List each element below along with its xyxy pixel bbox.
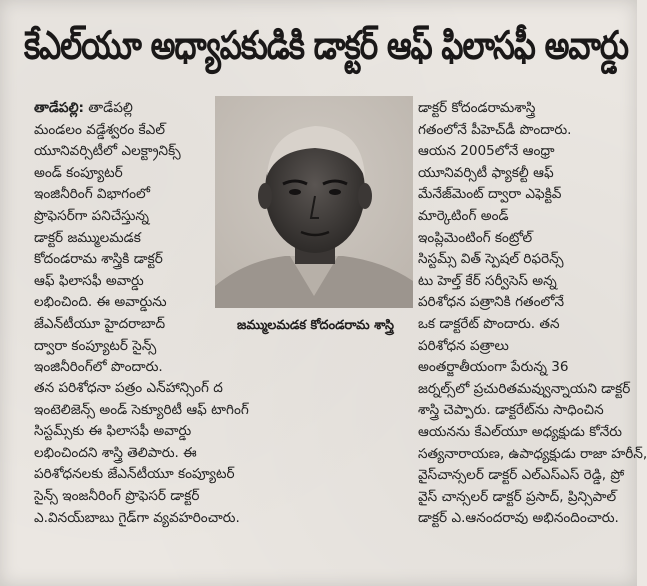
text-line: ఆయనను కేఎల్‌యూ అధ్యక్షుడు కోనేరు xyxy=(418,423,623,440)
text-line xyxy=(34,98,216,120)
text-line: సిస్టమ్స్‌కు ఈ ఫిలాసఫీ అవార్డు xyxy=(34,423,192,440)
text-line: ఇంజినీరింగ్ విభాగంలో xyxy=(34,186,150,203)
dateline: తాడేపల్లి: xyxy=(34,100,84,116)
text-line: ప్రొఫెసర్‌గా పనిచేస్తున్న xyxy=(34,207,149,224)
text-line: అంతర్జాతీయంగా పేరున్న 36 xyxy=(418,359,569,376)
text-line: యూనివర్సిటీలో ఎలక్ట్రానిక్స్ xyxy=(34,143,181,160)
portrait-photo xyxy=(215,96,413,308)
right-column xyxy=(418,98,647,530)
text-line: లభించిందని శాస్త్రి తెలిపారు. ఈ xyxy=(34,444,197,461)
text-line: ఇంప్లిమెంటింగ్ కంట్రోల్ xyxy=(418,229,533,246)
text-line: తన పరిశోధనా పత్రం ఎన్‌హాన్సింగ్ ద xyxy=(34,380,223,396)
text-line: మార్కెటింగ్ అండ్ xyxy=(418,207,509,224)
text-line: ఇంటెలిజెన్స్ అండ్ సెక్యూరిటీ ఆఫ్ టాగింగ్ xyxy=(34,401,249,418)
text-line: సిస్టమ్స్ విత్ స్పెషల్ రిఫరెన్స్ xyxy=(418,251,564,268)
text-line: శాస్త్రి చెప్పారు. డాక్టరేట్‌ను సాధించిన xyxy=(418,402,604,419)
text-line-rest: తాడేపల్లి xyxy=(83,100,133,116)
text-line: పరిశోధన పత్రానికి గతంలోనే xyxy=(418,294,564,311)
text-line: లభించింది. ఈ అవార్డును xyxy=(34,294,167,311)
text-line: మండలం వడ్డేశ్వరం కేఎల్ xyxy=(34,121,165,138)
headline: కేఎల్‌యూ అధ్యాపకుడికి డాక్టర్ ఆఫ్ ఫిలాసఫీ అవార్డు xyxy=(24,23,628,69)
text-line: పరిశోధనలకు జేఎన్‌టీయూ కంప్యూటర్ xyxy=(34,466,235,483)
text-line: కోదండరామ శాస్త్రికి డాక్టర్ xyxy=(34,251,163,268)
text-line: యూనివర్సిటీ ఫ్యాకల్టీ ఆఫ్ xyxy=(418,164,554,181)
text-line: ఒక డాక్టరేట్ పొందారు. తన xyxy=(418,315,560,332)
text-line: సత్యనారాయణ, ఉపాధ్యక్షుడు రాజా హరీన్, xyxy=(418,445,647,462)
text-line: జేఎన్‌టీయూ హైదరాబాద్ xyxy=(34,315,166,332)
bottom-column xyxy=(34,378,410,529)
text-line: అండ్ కంప్యూటర్ xyxy=(34,164,123,181)
text-line: ఆఫ్ ఫిలాసఫీ అవార్డు xyxy=(34,272,144,289)
text-line: గతంలోనే పీహెచ్‌డీ పొందారు. xyxy=(418,121,572,138)
text-line: డాక్టర్ జమ్ములమడక xyxy=(34,229,141,246)
photo-caption: జమ్ములమడక కోదండరామ శాస్త్రి xyxy=(236,318,395,333)
text-line: ఇంజినీరింగ్‌లో పొందారు. xyxy=(34,359,163,376)
text-line: ఎ.వినయ్‌బాబు గైడ్‌గా వ్యవహరించారు. xyxy=(34,509,240,526)
text-line: డాక్టర్ కోదండరామశాస్త్రి xyxy=(418,100,536,116)
text-line: టు హెల్త్ కేర్ సర్వీసెస్ అన్న xyxy=(418,272,557,289)
text-line: పరిశోధన పత్రాలు xyxy=(418,337,509,354)
left-column xyxy=(34,98,216,379)
text-line: వైస్‌చాన్సలర్ డాక్టర్ ఎల్‌ఎస్ఎస్ రెడ్డి, ప్రో xyxy=(418,467,625,484)
text-line: మేనేజ్‌మెంట్ ద్వారా ఎఫెక్టివ్ xyxy=(418,186,562,203)
portrait-image xyxy=(215,96,413,308)
text-line: డాక్టర్ ఎ.ఆనందరావు అభినందించారు. xyxy=(418,510,619,527)
text-line: జర్నల్స్‌లో ప్రచురితమవ్వున్నాయని డాక్టర్ xyxy=(418,380,631,397)
text-line: సైన్స్ ఇంజనీరింగ్ ప్రొఫెసర్ డాక్టర్ xyxy=(34,487,200,504)
text-line: వైస్ చాన్సలర్ డాక్టర్ ప్రసాద్, ప్రిన్సిపాల్ xyxy=(418,488,617,505)
text-line: ద్వారా కంప్యూటర్ సైన్స్ xyxy=(34,337,157,354)
text-line: ఆయన 2005లోనే ఆంధ్రా xyxy=(418,143,555,160)
